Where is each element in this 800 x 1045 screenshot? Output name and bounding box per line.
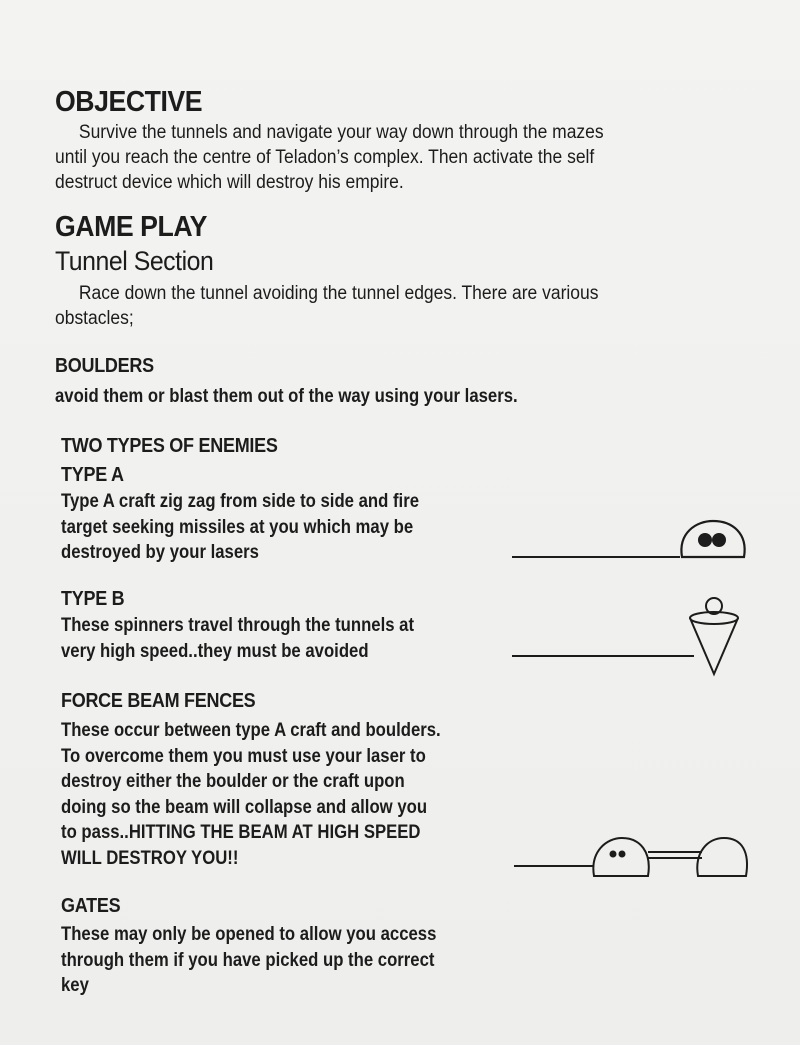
type-b-line: very high speed..they must be avoided: [61, 640, 369, 662]
boulders-heading: BOULDERS: [55, 355, 154, 377]
objective-text: [55, 120, 699, 195]
objective-line: Survive the tunnels and navigate your way down through the mazes: [78, 122, 604, 143]
force-beam-line: WILL DESTROY YOU!!: [61, 847, 239, 869]
gameplay-heading: GAME PLAY: [55, 211, 208, 243]
force-beam-fence-icon: [512, 832, 752, 886]
force-beam-line: These occur between type A craft and boulders.: [61, 720, 441, 741]
gameplay-line: Race down the tunnel avoiding the tunnel edges. There are various: [78, 283, 599, 304]
gates-heading: GATES: [61, 895, 121, 917]
force-beam-line: destroy either the boulder or the craft upon: [61, 771, 405, 792]
type-a-line: destroyed by your lasers: [61, 542, 259, 563]
objective-heading: OBJECTIVE: [55, 86, 203, 118]
type-b-line: These spinners travel through the tunnels at: [61, 615, 415, 636]
type-a-heading: TYPE A: [61, 464, 124, 486]
spinner-icon: [510, 592, 750, 678]
type-b-text: [61, 613, 414, 664]
gameplay-text: [55, 281, 699, 331]
type-b-heading: TYPE B: [61, 588, 125, 610]
type-a-line: Type A craft zig zag from side to side and fire: [61, 491, 419, 512]
force-beam-line: doing so the beam will collapse and allow you: [61, 796, 428, 818]
objective-line: destruct device which will destroy his empire.: [55, 172, 404, 193]
type-a-craft-icon: [510, 515, 750, 565]
objective-line: until you reach the centre of Teladon’s complex. Then activate the self: [55, 147, 595, 168]
gates-text: [61, 922, 436, 999]
gameplay-line: obstacles;: [55, 308, 134, 329]
type-a-line: target seeking missiles at you which may be: [61, 516, 414, 538]
force-beam-text: [61, 718, 441, 871]
force-beam-line: to pass..HITTING THE BEAM AT HIGH SPEED: [61, 822, 421, 843]
force-beam-line: To overcome them you must use your laser to: [61, 745, 426, 767]
force-beam-heading: FORCE BEAM FENCES: [61, 690, 256, 712]
gates-line: through them if you have picked up the correct: [61, 949, 435, 971]
boulders-text: avoid them or blast them out of the way using your lasers.: [55, 386, 518, 407]
gates-line: These may only be opened to allow you access: [61, 924, 437, 945]
type-a-text: [61, 489, 419, 566]
tunnel-section-subheading: Tunnel Section: [55, 246, 214, 276]
gates-line: key: [61, 975, 89, 996]
enemies-heading: TWO TYPES OF ENEMIES: [61, 435, 278, 457]
